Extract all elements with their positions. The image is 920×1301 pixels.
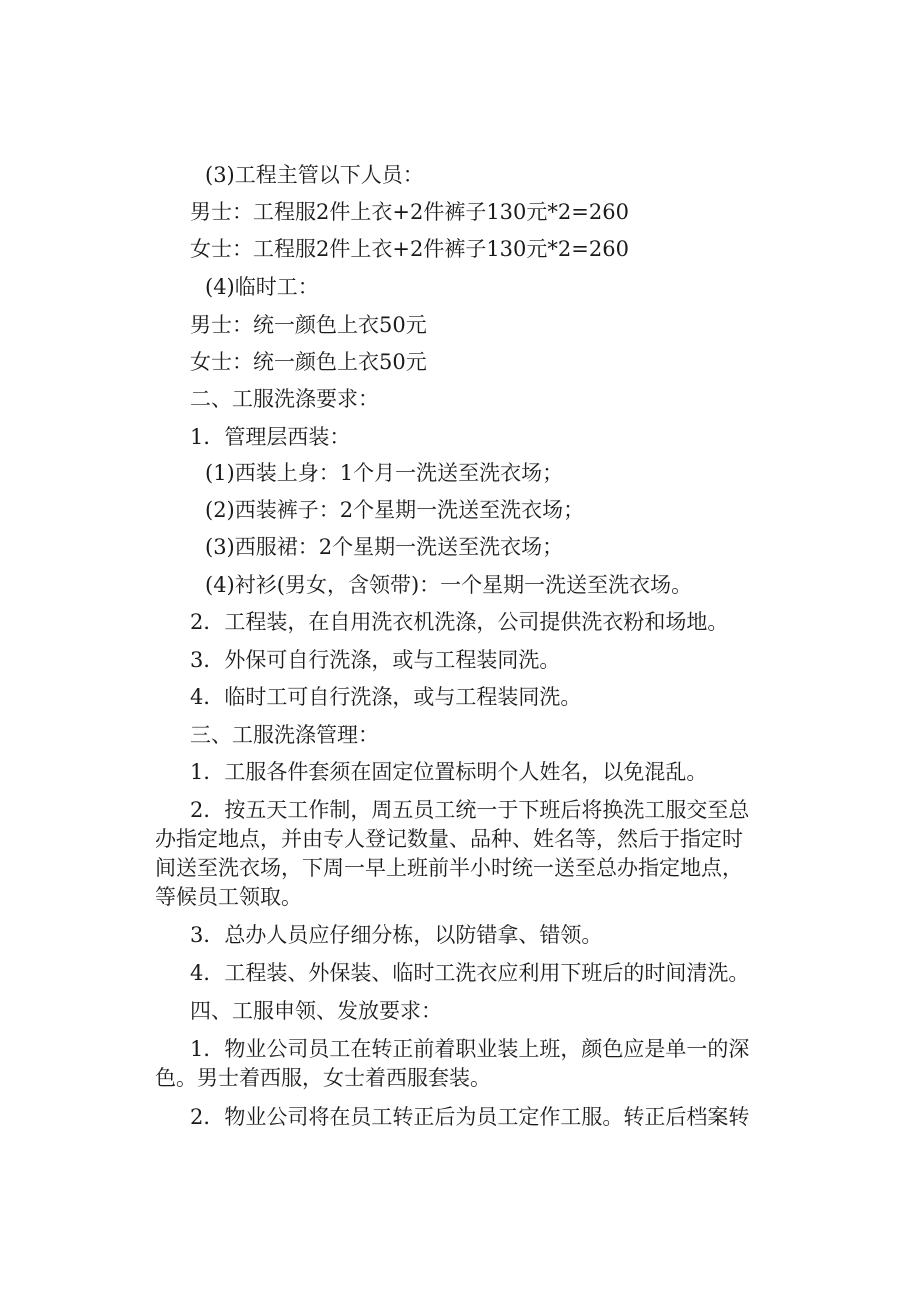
text-line: 3．外保可自行洗涤，或与工程装同洗。 [190, 648, 561, 672]
text-line: 4．临时工可自行洗涤，或与工程装同洗。 [190, 685, 582, 709]
text-line: 4．工程装、外保装、临时工洗衣应利用下班后的时间清洗。 [190, 961, 750, 985]
text-line: 2．物业公司将在员工转正后为员工定作工服。转正后档案转 [190, 1105, 750, 1129]
text-line: 男士：统一颜色上衣50元 [190, 313, 427, 337]
text-line: 间送至洗衣场，下周一早上班前半小时统一送至总办指定地点， [155, 856, 743, 880]
text-line: (3)西服裙：2个星期一洗送至洗衣场； [205, 535, 564, 559]
text-line: (4)衬衫(男女，含领带)：一个星期一洗送至洗衣场。 [205, 573, 693, 597]
text-line: 女士：统一颜色上衣50元 [190, 350, 427, 374]
text-line: 女士：工程服2件上衣+2件裤子130元*2=260 [190, 237, 629, 261]
section-heading: 四、工服申领、发放要求： [190, 999, 442, 1023]
text-line: 1．工服各件套须在固定位置标明个人姓名，以免混乱。 [190, 760, 708, 784]
text-line: 1．管理层西装： [190, 425, 351, 449]
text-line: (3)工程主管以下人员： [205, 163, 424, 187]
text-line: 男士：工程服2件上衣+2件裤子130元*2=260 [190, 200, 629, 224]
text-line: 2．按五天工作制，周五员工统一于下班后将换洗工服交至总 [190, 798, 750, 822]
text-line: 3．总办人员应仔细分栋，以防错拿、错领。 [190, 923, 603, 947]
text-line: (1)西装上身：1个月一洗送至洗衣场； [205, 461, 564, 485]
text-line: 色。男士着西服，女士着西服套装。 [155, 1066, 491, 1090]
text-line: 1．物业公司员工在转正前着职业装上班，颜色应是单一的深 [190, 1037, 750, 1061]
text-line: (2)西装裤子：2个星期一洗送至洗衣场； [205, 498, 585, 522]
text-line: 等候员工领取。 [155, 885, 302, 909]
section-heading: 三、工服洗涤管理： [190, 723, 379, 747]
text-line: 2．工程装，在自用洗衣机洗涤，公司提供洗衣粉和场地。 [190, 610, 729, 634]
section-heading: 二、工服洗涤要求： [190, 387, 379, 411]
text-line: 办指定地点，并由专人登记数量、品种、姓名等，然后于指定时 [155, 827, 743, 851]
text-line: (4)临时工： [205, 275, 319, 299]
